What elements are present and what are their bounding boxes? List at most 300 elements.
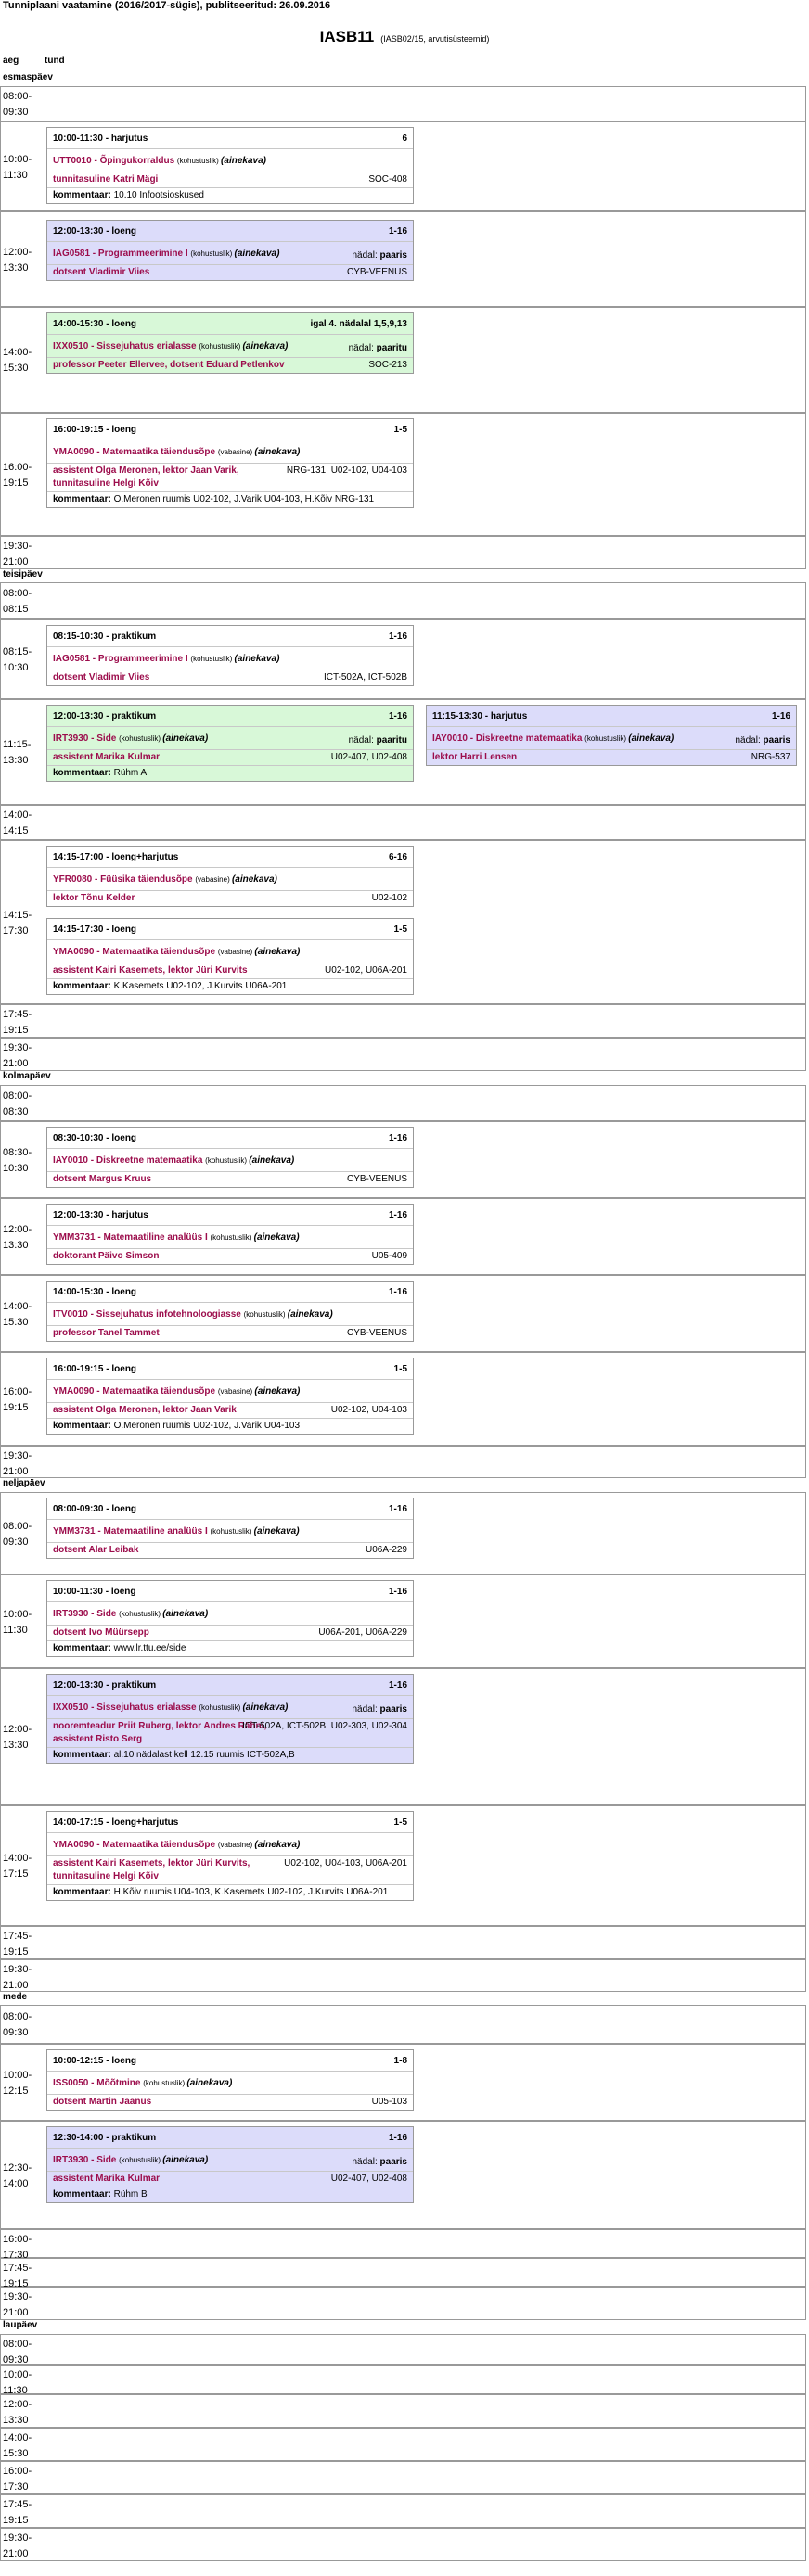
time-slot-row [0,582,806,619]
course-line [47,2149,413,2172]
ainekava-link[interactable]: (ainekava) [254,447,301,457]
time-slot-row [0,1004,806,1038]
course-line [47,940,413,963]
lesson-time-type: 16:00-19:15 - loeng [53,425,137,435]
time-slot-row [0,1085,806,1121]
course-line [47,1380,413,1403]
time-slot-row [0,2528,806,2561]
comment-label: kommentaar: [53,1643,111,1653]
lesson-header [47,1581,413,1602]
comment-line [47,1641,413,1656]
ainekava-link[interactable]: (ainekava) [234,249,280,259]
time-slot-row [0,2428,806,2461]
teachers-line [47,891,413,906]
time-slot-label: 08:00- 08:15 [3,588,32,615]
ainekava-link[interactable]: (ainekava) [628,733,674,744]
lesson-card[interactable] [46,1811,414,1901]
course-link[interactable]: YMA0090 - Matemaatika täiendusõpe [53,1386,218,1396]
lesson-header [47,2050,413,2072]
teachers-line [47,265,413,280]
time-slot-label: 08:00- 09:30 [3,91,32,118]
rooms-list: U02-407, U02-408 [330,752,407,762]
day-label: neljapäev [3,1478,45,1488]
lesson-weeks: 1-16 [388,1287,407,1297]
time-slot-label: 08:00- 09:30 [3,2011,32,2038]
lesson-time-type: 10:00-11:30 - loeng [53,1587,136,1597]
rooms-list: NRG-131, U02-102, U04-103 [286,465,407,476]
time-slot-row [0,2258,806,2287]
teachers-list[interactable]: professor Tanel Tammet [53,1328,160,1338]
course-line [47,727,413,750]
comment-text: Rühm A [110,768,148,778]
lesson-header [47,919,413,940]
comment-label: kommentaar: [53,190,111,200]
lesson-time-type: 12:00-13:30 - praktikum [53,711,157,721]
lesson-weeks: 1-16 [771,711,790,721]
rooms-list: U02-102, U04-103, U06A-201 [284,1858,407,1868]
course-note: (kohustuslik) [176,157,222,165]
teachers-line [47,1326,413,1341]
course-link[interactable]: YFR0080 - Füüsika täiendusõpe [53,874,196,885]
time-slot-label: 14:00- 17:15 [3,1853,32,1880]
teachers-line [47,2172,413,2187]
comment-line [47,188,413,203]
time-slot-label: 12:30- 14:00 [3,2162,32,2189]
lesson-header [47,626,413,647]
ainekava-link[interactable]: (ainekava) [242,1702,289,1713]
lesson-card[interactable] [46,312,414,374]
rooms-list: U05-409 [371,1251,407,1261]
rooms-list: U02-407, U02-408 [330,2174,407,2184]
course-line [47,1303,413,1326]
lesson-weeks: 6-16 [388,852,407,862]
course-link[interactable]: ISS0050 - Mõõtmine [53,2078,144,2088]
teachers-line [47,2095,413,2110]
lesson-time-type: 11:15-13:30 - harjutus [432,711,528,721]
comment-label: kommentaar: [53,494,111,504]
rooms-list: CYB-VEENUS [346,267,407,277]
course-link[interactable]: IAY0010 - Diskreetne matemaatika [432,733,585,744]
column-day-header: aeg [3,56,19,66]
lesson-header [47,847,413,868]
lesson-weeks: 1-5 [393,1817,407,1828]
teachers-line [47,670,413,685]
lesson-card[interactable] [426,705,797,766]
course-line [47,242,413,265]
comment-text: H.Kõiv ruumis U04-103, K.Kasemets U02-102, J.Kurvits U06A-201 [110,1887,389,1897]
course-line [47,1520,413,1543]
time-slot-row [0,1959,806,1992]
course-note: (kohustuslik) [119,734,163,743]
comment-line [47,492,413,507]
time-slot-row [0,536,806,569]
ainekava-link[interactable]: (ainekava) [254,1386,301,1396]
week-parity: nädal: paaritu [348,343,407,353]
course-line [47,440,413,464]
lesson-weeks: 1-16 [388,1133,407,1143]
comment-text: 10.10 Infootsioskused [110,190,204,200]
course-link[interactable]: IRT3930 - Side [53,733,120,744]
course-note: (vabasine) [217,1387,255,1396]
course-note: (kohustuslik) [210,1527,254,1536]
teachers-list[interactable]: dotsent Alar Leibak [53,1545,139,1555]
lesson-header [47,221,413,242]
teachers-list[interactable]: dotsent Martin Jaanus [53,2097,152,2107]
day-label: laupäev [3,2320,38,2330]
lesson-weeks: 1-16 [388,2133,407,2143]
lesson-card[interactable] [46,1358,414,1435]
time-slot-label: 08:00- 09:30 [3,2339,32,2366]
lesson-time-type: 14:15-17:00 - loeng+harjutus [53,852,179,862]
ainekava-link[interactable]: (ainekava) [254,1840,301,1850]
rooms-list: ICT-502A, ICT-502B, U02-303, U02-304 [242,1721,407,1731]
time-slot-label: 12:00- 13:30 [3,2399,32,2426]
lesson-card[interactable] [46,220,414,281]
time-slot-label: 08:30- 10:30 [3,1146,32,1174]
time-slot-label: 14:00- 14:15 [3,810,32,836]
time-slot-label: 10:00- 11:30 [3,153,32,181]
lesson-weeks: 1-5 [393,1364,407,1374]
course-note: (kohustuslik) [119,1610,163,1618]
teachers-list[interactable]: lektor Harri Lensen [432,752,518,762]
time-slot-label: 19:30- 21:00 [3,1042,32,1069]
column-hour-header: tund [45,56,65,66]
time-slot-label: 11:15- 13:30 [3,739,32,766]
ainekava-link[interactable]: (ainekava) [162,733,209,744]
teachers-list[interactable]: nooremteadur Priit Ruberg, lektor Andres Rähni, assistent Risto Serg [53,1721,267,1744]
lesson-header [47,1675,413,1696]
course-note: (kohustuslik) [199,342,243,351]
course-line [47,1226,413,1249]
lesson-card[interactable] [46,2049,414,2111]
week-parity: nädal: paaris [352,2157,407,2167]
course-note: (kohustuslik) [243,1310,288,1319]
teachers-list[interactable]: dotsent Vladimir Viies [53,672,150,682]
lesson-time-type: 10:00-11:30 - harjutus [53,134,148,144]
time-slot-row [0,1926,806,1959]
ainekava-link[interactable]: (ainekava) [242,341,289,351]
ainekava-link[interactable]: (ainekava) [287,1309,333,1320]
rooms-list: ICT-502A, ICT-502B [323,672,407,682]
rooms-list: U02-102, U06A-201 [325,965,407,976]
time-slot-label: 19:30- 21:00 [3,541,32,567]
teachers-line [47,358,413,373]
lesson-card[interactable] [46,918,414,995]
time-slot-row [0,2287,806,2320]
time-slot-label: 08:00- 08:30 [3,1090,32,1117]
ainekava-link[interactable]: (ainekava) [162,1609,209,1619]
course-line [47,1602,413,1626]
comment-text: www.lr.ttu.ee/side [110,1643,186,1653]
group-subtitle: (IASB02/15, arvutisüsteemid) [380,34,490,44]
ainekava-link[interactable]: (ainekava) [254,947,301,957]
rooms-list: U02-102 [371,893,407,903]
lesson-card[interactable] [46,418,414,508]
course-note: (kohustuslik) [119,2156,163,2164]
lesson-weeks: 6 [402,134,407,144]
comment-label: kommentaar: [53,2189,111,2200]
teachers-list[interactable]: dotsent Ivo Müürsepp [53,1627,149,1638]
comment-text: al.10 nädalast kell 12.15 ruumis ICT-502A,B [110,1750,295,1760]
ainekava-link[interactable]: (ainekava) [231,874,277,885]
rooms-list: SOC-408 [368,174,407,185]
course-note: (vabasine) [195,875,232,884]
course-line [47,1833,413,1856]
lesson-card[interactable] [46,1127,414,1188]
course-line [47,868,413,891]
time-slot-row [0,2005,806,2044]
comment-label: kommentaar: [53,1750,111,1760]
course-note: (kohustuslik) [143,2079,187,2087]
time-slot-label: 12:00- 13:30 [3,1724,32,1751]
time-slot-label: 19:30- 21:00 [3,2532,32,2559]
time-slot-row [0,805,806,840]
time-slot-label: 16:00- 19:15 [3,461,32,489]
time-slot-row [0,2494,806,2528]
teachers-list[interactable]: assistent Olga Meronen, lektor Jaan Varik, tunnitasuline Helgi Kõiv [53,465,239,489]
course-line [47,647,413,670]
course-line [47,1149,413,1172]
time-slot-row [0,1446,806,1478]
lesson-time-type: 12:00-13:30 - harjutus [53,1210,148,1220]
time-slot-label: 19:30- 21:00 [3,2291,32,2318]
course-link[interactable]: UTT0010 - Õpingukorraldus [53,156,177,166]
time-slot-label: 08:00- 09:30 [3,1520,32,1548]
lesson-header [47,313,413,335]
time-slot-label: 19:30- 21:00 [3,1450,32,1477]
lesson-header [47,706,413,727]
time-slot-label: 10:00- 12:15 [3,2069,32,2097]
ainekava-link[interactable]: (ainekava) [162,2155,209,2165]
ainekava-link[interactable]: (ainekava) [221,156,266,166]
comment-text: K.Kasemets U02-102, J.Kurvits U06A-201 [110,981,288,991]
week-parity: nädal: paaris [352,250,407,261]
comment-label: kommentaar: [53,768,111,778]
course-link[interactable]: YMM3731 - Matemaatiline analüüs I [53,1526,211,1537]
course-link[interactable]: YMM3731 - Matemaatiline analüüs I [53,1232,211,1243]
lesson-time-type: 10:00-12:15 - loeng [53,2056,137,2066]
lesson-card[interactable] [46,2126,414,2203]
time-slot-label: 10:00- 11:30 [3,2369,32,2396]
lesson-weeks: 1-16 [388,631,407,642]
lesson-time-type: 08:30-10:30 - loeng [53,1133,137,1143]
lesson-time-type: 14:00-17:15 - loeng+harjutus [53,1817,179,1828]
time-slot-label: 10:00- 11:30 [3,1608,32,1636]
teachers-line [427,750,796,765]
lesson-weeks: 1-5 [393,925,407,935]
rooms-list: NRG-537 [751,752,790,762]
rooms-list: U05-103 [371,2097,407,2107]
lesson-time-type: 08:00-09:30 - loeng [53,1504,137,1514]
rooms-list: U06A-201, U06A-229 [318,1627,407,1638]
comment-line [47,2187,413,2202]
week-parity: nädal: paaris [735,735,790,746]
lesson-time-type: 12:00-13:30 - praktikum [53,1680,157,1690]
time-slot-label: 14:15- 17:30 [3,909,32,937]
teachers-line [47,1172,413,1187]
group-code: IASB11 [319,28,375,45]
lesson-weeks: igal 4. nädalal 1,5,9,13 [310,319,407,329]
teachers-list[interactable]: assistent Marika Kulmar [53,752,161,762]
time-slot-row [0,2394,806,2428]
teachers-line [47,750,413,766]
teachers-list[interactable]: assistent Kairi Kasemets, lektor Jüri Kurvits, tunnitasuline Helgi Kõiv [53,1858,250,1881]
lesson-time-type: 16:00-19:15 - loeng [53,1364,137,1374]
lesson-weeks: 1-5 [393,425,407,435]
rooms-list: CYB-VEENUS [346,1328,407,1338]
teachers-line [47,1249,413,1264]
ainekava-link[interactable]: (ainekava) [186,2078,233,2088]
time-slot-label: 16:00- 17:30 [3,2466,32,2493]
course-link[interactable]: IAG0581 - Programmeerimine I [53,654,191,664]
rooms-list: U02-102, U04-103 [330,1405,407,1415]
day-label: mede [3,1992,28,2002]
course-line [47,335,413,358]
teachers-list[interactable]: assistent Marika Kulmar [53,2174,161,2184]
lesson-header [47,1498,413,1520]
day-label: esmaspäev [3,72,53,83]
time-slot-label: 17:45- 19:15 [3,2263,32,2289]
time-slot-row [0,2461,806,2494]
lesson-time-type: 08:15-10:30 - praktikum [53,631,157,642]
course-note: (kohustuslik) [205,1156,250,1165]
lesson-header [47,1358,413,1380]
lesson-card[interactable] [46,127,414,204]
course-link[interactable]: YMA0090 - Matemaatika täiendusõpe [53,447,218,457]
course-line [47,1696,413,1719]
group-title [0,28,809,46]
course-link[interactable]: YMA0090 - Matemaatika täiendusõpe [53,1840,218,1850]
ainekava-link[interactable]: (ainekava) [249,1155,295,1166]
teachers-line [47,1856,413,1885]
lesson-header [47,1205,413,1226]
teachers-list[interactable]: tunnitasuline Katri Mägi [53,174,159,185]
time-slot-label: 17:45- 19:15 [3,1009,32,1036]
teachers-line [47,1719,413,1748]
teachers-line [47,464,413,492]
lesson-header [47,1128,413,1149]
time-slot-label: 16:00- 19:15 [3,1385,32,1413]
teachers-list[interactable]: lektor Tõnu Kelder [53,893,135,903]
lesson-card[interactable] [46,1580,414,1657]
comment-text: O.Meronen ruumis U02-102, J.Varik U04-103, H.Kõiv NRG-131 [110,494,375,504]
course-line [427,727,796,750]
course-link[interactable]: IAY0010 - Diskreetne matemaatika [53,1155,206,1166]
lesson-card[interactable] [46,705,414,782]
rooms-list: U06A-229 [365,1545,407,1555]
comment-line [47,1419,413,1434]
ainekava-link[interactable]: (ainekava) [234,654,280,664]
comment-line [47,1885,413,1900]
course-note: (vabasine) [217,948,255,956]
teachers-list[interactable]: dotsent Vladimir Viies [53,267,150,277]
lesson-card[interactable] [46,1498,414,1559]
comment-text: Rühm B [110,2189,148,2200]
lesson-weeks: 1-8 [393,2056,407,2066]
comment-label: kommentaar: [53,1887,111,1897]
course-link[interactable]: IAG0581 - Programmeerimine I [53,249,191,259]
time-slot-label: 12:00- 13:30 [3,246,32,274]
lesson-header [47,1812,413,1833]
course-link[interactable]: YMA0090 - Matemaatika täiendusõpe [53,947,218,957]
lesson-weeks: 1-16 [388,1587,407,1597]
day-label: teisipäev [3,569,43,580]
lesson-card[interactable] [46,846,414,907]
page-header: Tunniplaani vaatamine (2016/2017-sügis), publitseeritud: 26.09.2016 [3,0,331,11]
course-link[interactable]: IXX0510 - Sissejuhatus erialasse [53,341,199,351]
course-link[interactable]: IRT3930 - Side [53,1609,120,1619]
teachers-list[interactable]: assistent Olga Meronen, lektor Jaan Varik [53,1405,237,1415]
comment-line [47,1748,413,1763]
week-parity: nädal: paaritu [348,735,407,746]
ainekava-link[interactable]: (ainekava) [253,1526,300,1537]
time-slot-row [0,2365,806,2394]
lesson-time-type: 14:15-17:30 - loeng [53,925,137,935]
lesson-weeks: 1-16 [388,1680,407,1690]
course-note: (kohustuslik) [210,1233,254,1242]
time-slot-label: 17:45- 19:15 [3,2499,32,2526]
comment-label: kommentaar: [53,981,111,991]
rooms-list: SOC-213 [368,360,407,370]
lesson-card[interactable] [46,1281,414,1342]
time-slot-label: 16:00- 17:30 [3,2234,32,2261]
lesson-header [427,706,796,727]
course-note: (vabasine) [217,1841,255,1849]
teachers-list[interactable]: assistent Kairi Kasemets, lektor Jüri Kurvits [53,965,248,976]
lesson-time-type: 12:30-14:00 - praktikum [53,2133,157,2143]
course-note: (kohustuslik) [190,655,235,663]
course-note: (kohustuslik) [190,249,235,258]
time-slot-label: 19:30- 21:00 [3,1964,32,1991]
lesson-card[interactable] [46,1674,414,1764]
ainekava-link[interactable]: (ainekava) [253,1232,300,1243]
time-slot-label: 14:00- 15:30 [3,1300,32,1328]
lesson-weeks: 1-16 [388,226,407,236]
course-link[interactable]: ITV0010 - Sissejuhatus infotehnoloogiasse [53,1309,244,1320]
lesson-card[interactable] [46,625,414,686]
course-link[interactable]: IRT3930 - Side [53,2155,120,2165]
lesson-header [47,1282,413,1303]
rooms-list: CYB-VEENUS [346,1174,407,1184]
lesson-card[interactable] [46,1204,414,1265]
course-line [47,149,413,172]
time-slot-row [0,2334,806,2365]
teachers-line [47,1403,413,1419]
course-link[interactable]: IXX0510 - Sissejuhatus erialasse [53,1702,199,1713]
comment-text: O.Meronen ruumis U02-102, J.Varik U04-103 [110,1421,301,1431]
teachers-line [47,1543,413,1558]
course-note: (vabasine) [217,448,255,456]
teachers-line [47,172,413,188]
time-slot-label: 14:00- 15:30 [3,347,32,374]
week-parity: nädal: paaris [352,1704,407,1715]
time-slot-label: 12:00- 13:30 [3,1223,32,1251]
lesson-time-type: 12:00-13:30 - loeng [53,226,137,236]
comment-label: kommentaar: [53,1421,111,1431]
time-slot-row [0,86,806,121]
lesson-weeks: 1-16 [388,1210,407,1220]
teachers-list[interactable]: professor Peeter Ellervee, dotsent Eduard Petlenkov [53,360,285,370]
time-slot-row [0,1038,806,1071]
time-slot-label: 14:00- 15:30 [3,2432,32,2459]
comment-line [47,979,413,994]
course-note: (kohustuslik) [584,734,629,743]
course-line [47,2072,413,2095]
teachers-list[interactable]: doktorant Päivo Simson [53,1251,160,1261]
teachers-list[interactable]: dotsent Margus Kruus [53,1174,152,1184]
day-label: kolmapäev [3,1071,51,1081]
teachers-line [47,1626,413,1641]
